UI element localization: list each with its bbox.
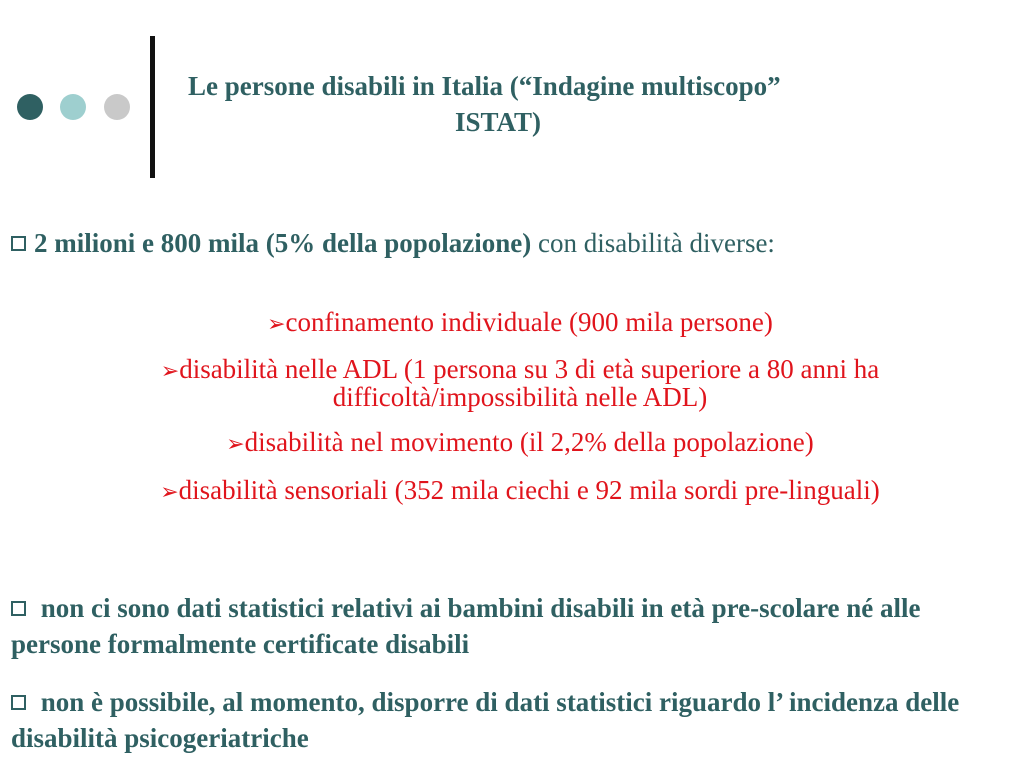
list-item-text: disabilità nelle ADL (1 persona su 3 di età superiore a 80 anni ha difficoltà/impossibilità nelle ADL) — [179, 354, 880, 412]
arrowhead-icon: ➢ — [267, 311, 286, 336]
square-bullet-icon — [11, 601, 26, 616]
list-item-text: confinamento individuale (900 mila persone) — [285, 307, 773, 337]
no-data-psychogeriatric-paragraph — [11, 684, 1011, 756]
dark-teal-dot — [17, 94, 43, 120]
arrowhead-icon: ➢ — [226, 431, 245, 456]
intro-paragraph — [11, 224, 1011, 262]
square-bullet-icon — [11, 695, 26, 710]
square-bullet-icon — [11, 236, 26, 251]
list-item-text: disabilità nel movimento (il 2,2% della popolazione) — [244, 427, 814, 457]
list-item — [40, 308, 1000, 338]
light-teal-dot — [60, 94, 86, 120]
slide-title — [168, 68, 1024, 140]
intro-normal-text: con disabilità diverse: — [531, 228, 775, 258]
no-data-psychogeriatric-text: non è possibile, al momento, disporre di dati statistici riguardo l’ incidenza delle disabilità psicogeriatriche — [11, 687, 960, 753]
arrowhead-icon: ➢ — [160, 479, 179, 504]
intro-bold-text: 2 milioni e 800 mila (5% della popolazione) — [34, 228, 532, 258]
list-item — [40, 356, 1000, 411]
arrowhead-icon: ➢ — [160, 358, 180, 383]
title-divider — [150, 36, 155, 178]
disability-list — [40, 308, 1000, 524]
list-item — [40, 476, 1000, 506]
no-data-children-paragraph — [11, 590, 1011, 662]
slide-title-line-1: Le persone disabili in Italia (“Indagine multiscopo” — [188, 71, 781, 101]
list-item-text: disabilità sensoriali (352 mila ciechi e 92 mila sordi pre-linguali) — [178, 475, 880, 505]
slide-title-line-2: ISTAT) — [455, 107, 542, 137]
list-item — [40, 428, 1000, 458]
no-data-children-text: non ci sono dati statistici relativi ai bambini disabili in età pre-scolare né alle persone formalmente certificate disabili — [11, 593, 921, 659]
gray-dot — [104, 94, 130, 120]
